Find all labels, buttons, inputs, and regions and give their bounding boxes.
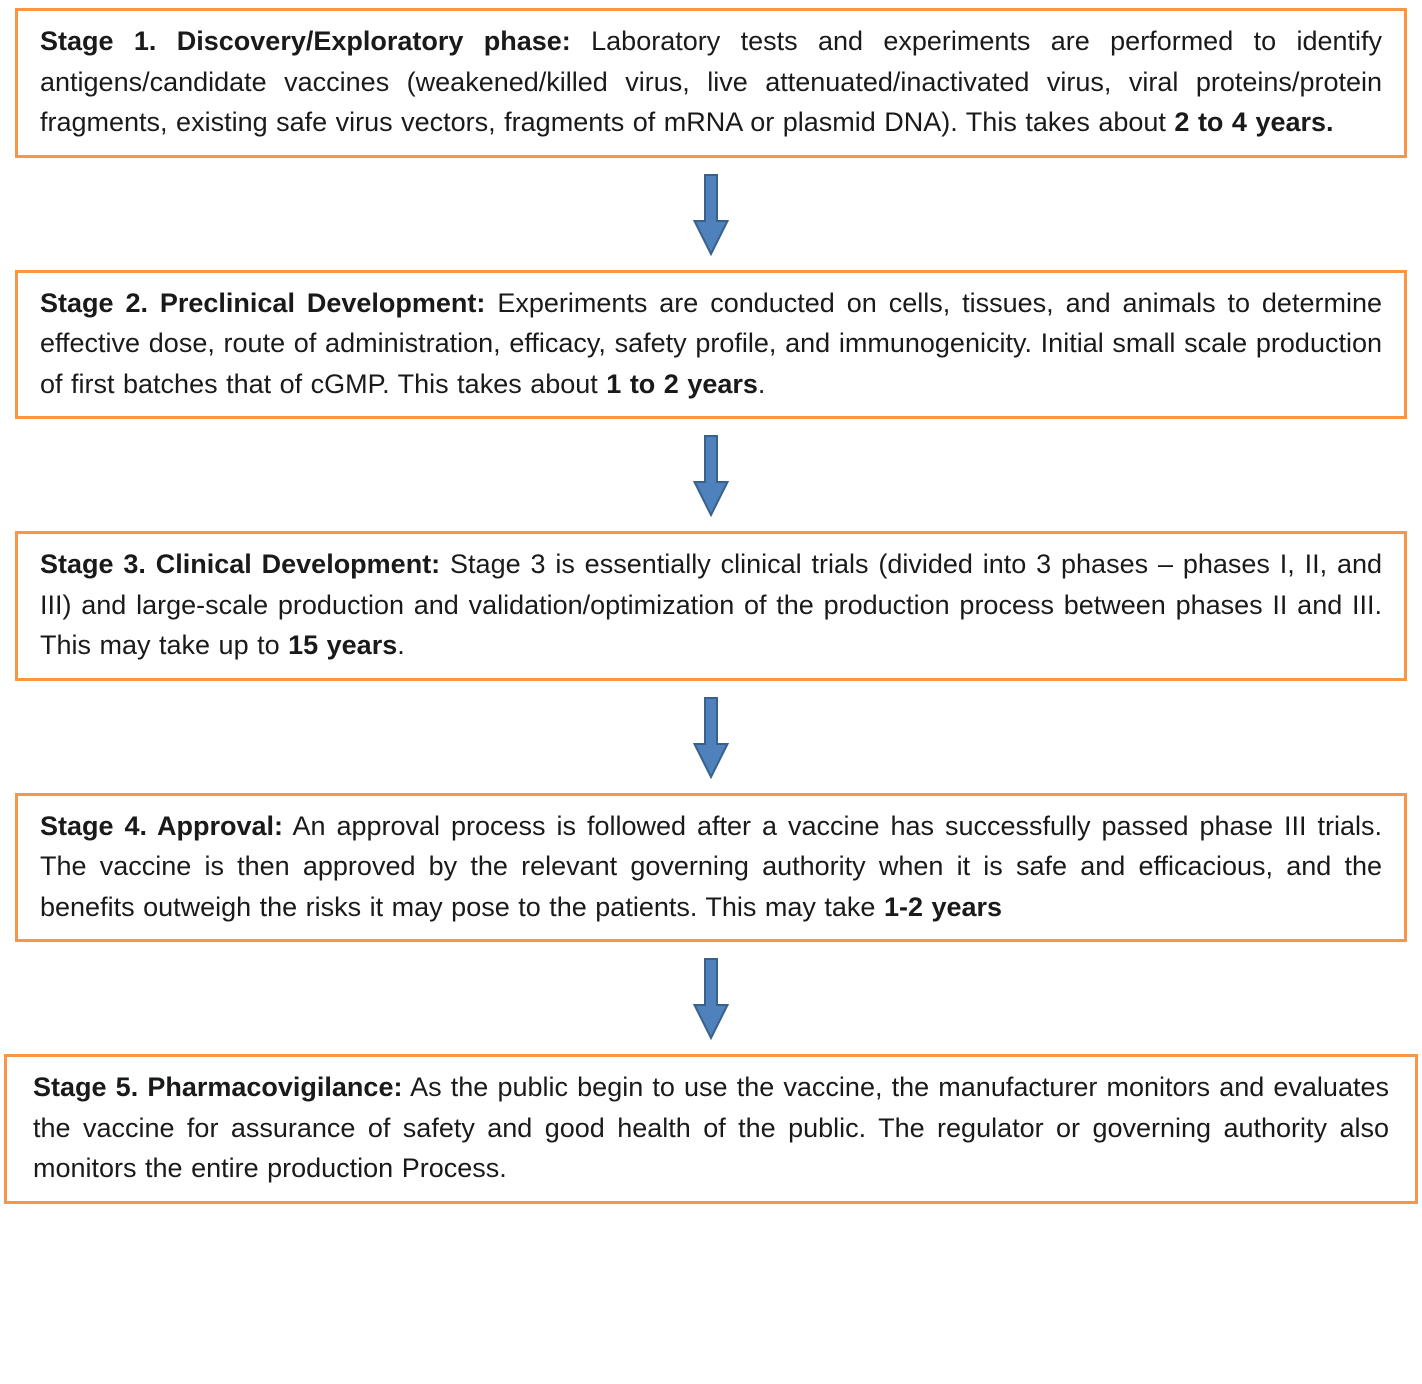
down-arrow-icon — [693, 697, 729, 779]
stage-4-body: An approval process is followed after a vaccine has successfully passed phase III trials. The vaccine is then approved by the relevant governing authority when it is safe and efficacious, and the benefits outweigh the risks it may pose to the patients. This may take — [40, 810, 1382, 922]
stage-2-text — [40, 283, 1382, 405]
stage-4-text — [40, 806, 1382, 928]
stage-1-title: Stage 1. Discovery/Exploratory phase: — [40, 26, 571, 56]
stage-5-box — [4, 1054, 1418, 1204]
stage-3-body: Stage 3 is essentially clinical trials (divided into 3 phases – phases I, II, and III) and large-scale production and validation/optimization of the production process between phases II and III. This may take up to — [40, 549, 1383, 660]
stage-4-title: Stage 4. Approval: — [40, 810, 283, 841]
flow-arrow-2 — [0, 419, 1422, 531]
stage-3-suffix: . — [397, 630, 405, 660]
stage-3-duration: 15 years — [288, 630, 398, 660]
flow-arrow-3 — [0, 681, 1422, 793]
stage-4-box — [15, 793, 1407, 943]
stage-3-box — [15, 531, 1407, 681]
down-arrow-icon — [693, 174, 729, 256]
stage-5-text — [33, 1067, 1389, 1189]
stage-4-duration: 1-2 years — [883, 891, 1003, 922]
stage-1-duration: 2 to 4 years. — [1174, 107, 1334, 137]
stage-1-text — [40, 21, 1382, 143]
stage-2-body: Experiments are conducted on cells, tissues, and animals to determine effective dose, route of administration, efficacy, safety profile, and immunogenicity. Initial small scale production of first batches that of cGMP. This takes about — [40, 287, 1382, 399]
stage-3-title: Stage 3. Clinical Development: — [40, 549, 441, 579]
stage-2-suffix: . — [757, 368, 766, 399]
stage-2-title: Stage 2. Preclinical Development: — [40, 287, 486, 318]
stage-1-box — [15, 8, 1407, 158]
down-arrow-icon — [693, 435, 729, 517]
stage-2-box — [15, 270, 1407, 420]
down-arrow-icon — [693, 958, 729, 1040]
flow-arrow-4 — [0, 942, 1422, 1054]
stage-2-duration: 1 to 2 years — [606, 368, 758, 399]
flow-arrow-1 — [0, 158, 1422, 270]
stage-1-body: Laboratory tests and experiments are performed to identify antigens/candidate vaccines (weakened/killed virus, live attenuated/inactivated virus, viral proteins/protein fragments, existing safe virus vectors, fragments of mRNA or plasmid DNA). This takes about — [40, 26, 1383, 137]
stage-5-body: As the public begin to use the vaccine, the manufacturer monitors and evaluates the vaccine for assurance of safety and good health of the public. The regulator or governing authority also monitors the entire production Process. — [33, 1072, 1389, 1183]
stage-3-text — [40, 544, 1382, 666]
stage-5-title: Stage 5. Pharmacovigilance: — [33, 1072, 403, 1102]
